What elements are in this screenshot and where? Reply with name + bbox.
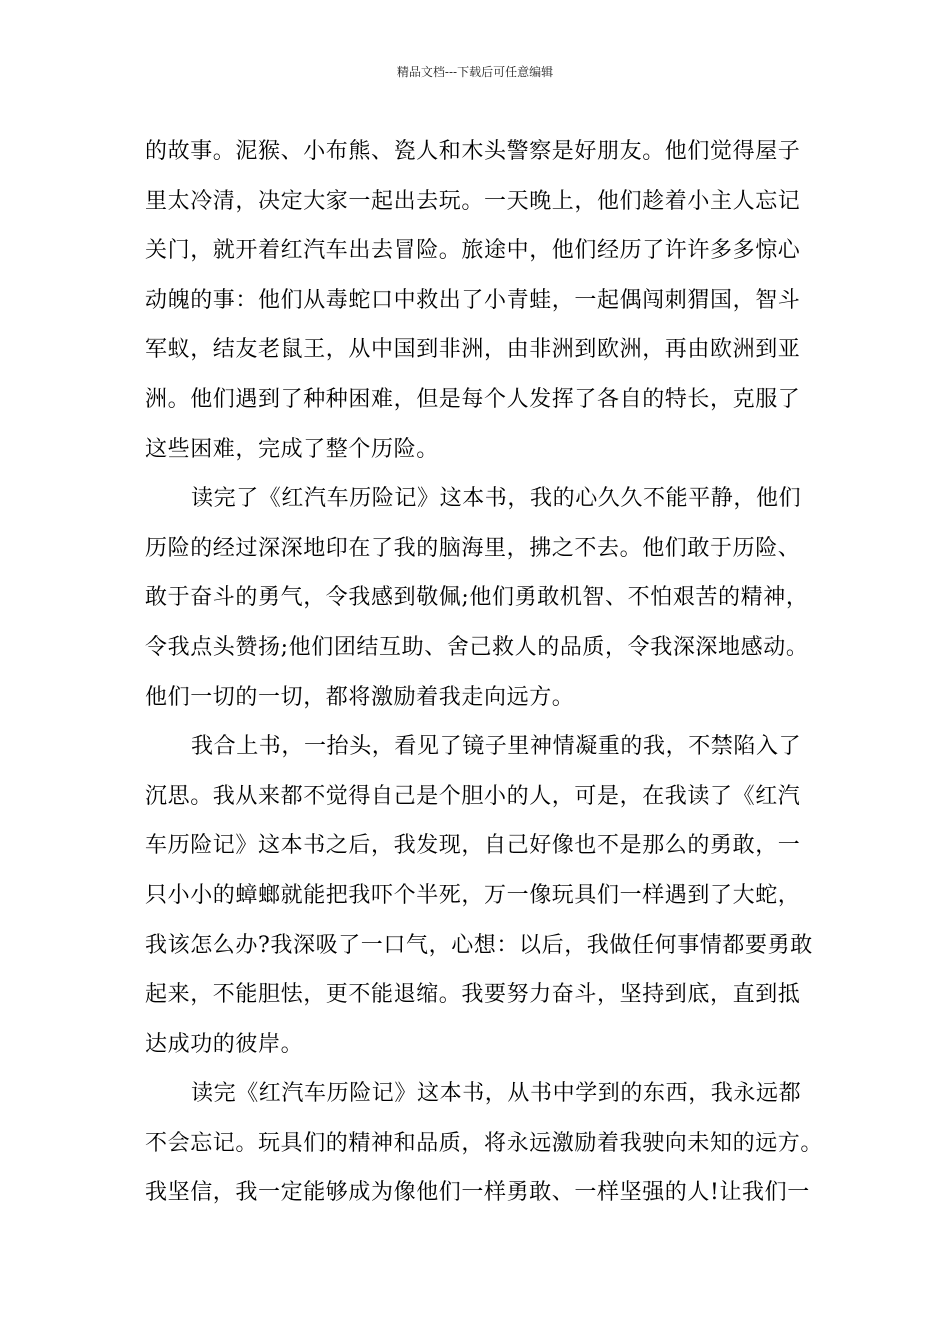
text-line: 只小小的蟑螂就能把我吓个半死，万一像玩具们一样遇到了大蛇， bbox=[145, 882, 801, 908]
text-line: 我坚信，我一定能够成为像他们一样勇敢、一样坚强的人!让我们一 bbox=[145, 1180, 810, 1206]
body-text bbox=[145, 127, 835, 1218]
text-line: 里太冷清，决定大家一起出去玩。一天晚上，他们趁着小主人忘记 bbox=[145, 188, 801, 214]
text-line: 洲。他们遇到了种种困难，但是每个人发挥了各自的特长，克服了 bbox=[145, 386, 801, 412]
text-line: 我该怎么办?我深吸了一口气，心想：以后，我做任何事情都要勇敢 bbox=[145, 932, 813, 958]
text-line: 的故事。泥猴、小布熊、瓷人和木头警察是好朋友。他们觉得屋子 bbox=[145, 139, 801, 164]
paragraph-first-line: 读完了《红汽车历险记》这本书，我的心久久不能平静，他们 bbox=[191, 486, 802, 512]
text-line: 他们一切的一切，都将激励着我走向远方。 bbox=[145, 684, 575, 710]
page-header: 精品文档---下载后可任意编辑 bbox=[396, 65, 554, 79]
text-line: 关门，就开着红汽车出去冒险。旅途中，他们经历了许许多多惊心 bbox=[145, 238, 801, 264]
text-line: 起来，不能胆怯，更不能退缩。我要努力奋斗，坚持到底，直到抵 bbox=[145, 982, 801, 1008]
text-line: 沉思。我从来都不觉得自己是个胆小的人，可是，在我读了《红汽 bbox=[145, 783, 801, 809]
text-line: 车历险记》这本书之后，我发现，自己好像也不是那么的勇敢，一 bbox=[145, 833, 801, 859]
text-line: 令我点头赞扬;他们团结互助、舍己救人的品质，令我深深地感动。 bbox=[145, 634, 809, 660]
text-line: 达成功的彼岸。 bbox=[145, 1031, 304, 1057]
text-line: 军蚁，结友老鼠王，从中国到非洲，由非洲到欧洲，再由欧洲到亚 bbox=[145, 337, 801, 363]
text-line: 历险的经过深深地印在了我的脑海里，拂之不去。他们敢于历险、 bbox=[145, 535, 801, 561]
text-line: 敢于奋斗的勇气，令我感到敬佩;他们勇敢机智、不怕艰苦的精神， bbox=[145, 585, 809, 611]
paragraph-first-line: 我合上书，一抬头，看见了镜子里神情凝重的我，不禁陷入了 bbox=[191, 734, 802, 760]
paragraph-first-line: 读完《红汽车历险记》这本书，从书中学到的东西，我永远都 bbox=[191, 1081, 802, 1107]
text-line: 这些困难，完成了整个历险。 bbox=[145, 436, 439, 462]
text-line: 不会忘记。玩具们的精神和品质，将永远激励着我驶向未知的远方。 bbox=[145, 1130, 824, 1156]
text-line: 动魄的事：他们从毒蛇口中救出了小青蛙，一起偶闯刺猬国，智斗 bbox=[145, 287, 801, 313]
